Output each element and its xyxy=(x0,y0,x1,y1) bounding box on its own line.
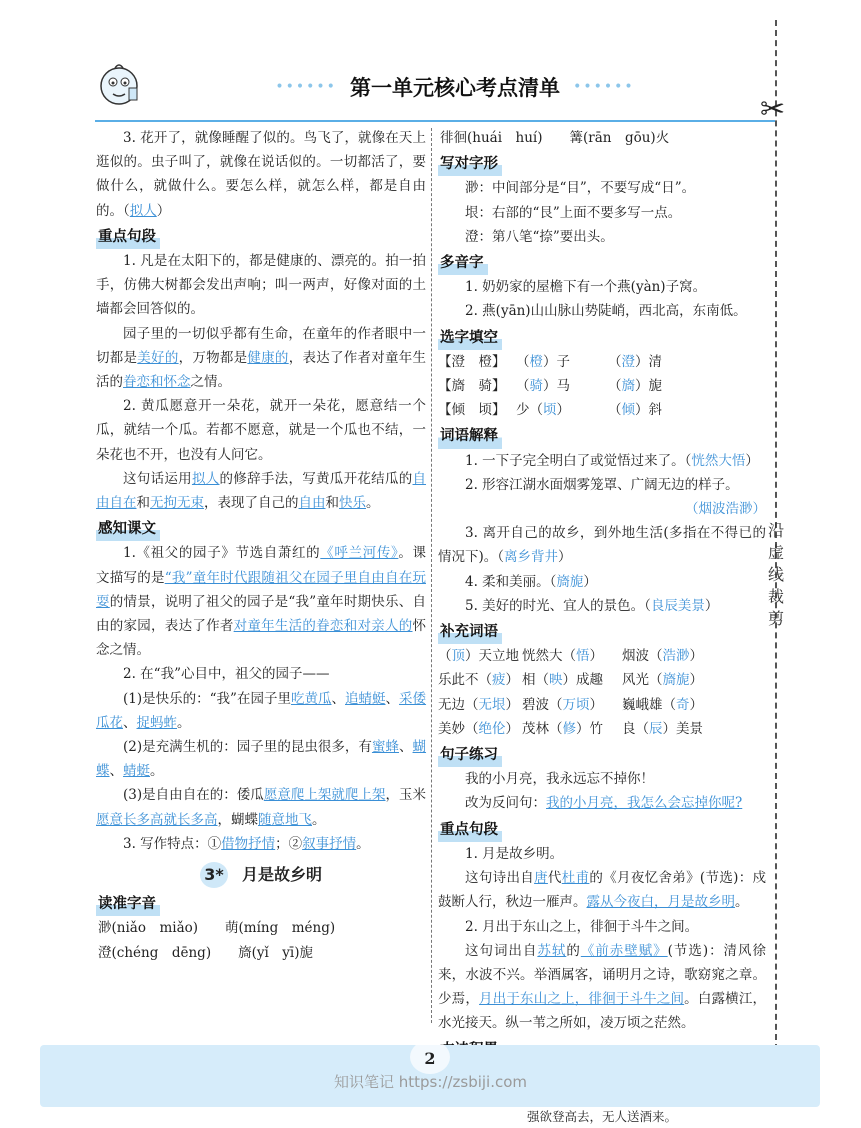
text: 的修辞手法，写黄瓜开花结瓜的 xyxy=(219,470,413,487)
intro-paragraph xyxy=(96,126,426,223)
choose-answer: 顷 xyxy=(543,402,557,419)
supplement-cell xyxy=(522,717,622,741)
supplement-cell xyxy=(522,644,622,668)
answer: 恍然大悟 xyxy=(691,452,746,469)
answer: 蝴蝶 xyxy=(96,739,427,780)
choose-text: ）马 xyxy=(543,378,570,395)
text: 3. 写作特点：① xyxy=(123,835,222,852)
choose-text: ）子 xyxy=(543,353,570,370)
answer: 离乡背井 xyxy=(504,549,559,566)
key-sentence-2-analysis xyxy=(96,467,426,515)
choose-text: （ xyxy=(608,378,622,395)
answer: 露从今夜白，月是故乡明 xyxy=(586,894,735,911)
supplement-text: 碧波（ xyxy=(522,696,563,713)
page-title: 第一单元核心考点清单 xyxy=(350,76,560,100)
text: ） xyxy=(704,597,719,614)
supplement-cell xyxy=(438,644,522,668)
text: ） xyxy=(558,549,572,566)
supplement-answer: 奇 xyxy=(676,696,690,713)
pinyin-row-1: 渺(niǎo miǎo) 萌(míng méng) xyxy=(98,920,336,937)
text: 1. 一下子完全明白了或觉悟过来了。（ xyxy=(465,452,692,469)
answer: 我的小月亮，我怎么会忘掉你呢? xyxy=(546,795,743,812)
answer: 良辰美景 xyxy=(650,597,705,614)
supplement-answer: 辰 xyxy=(649,720,663,737)
text: 这句话运用 xyxy=(123,470,192,487)
shape-2: 垠：右部的“艮”上面不要多写一点。 xyxy=(465,204,682,221)
choose-cell xyxy=(516,350,608,374)
supplement-text: 乐此不（ xyxy=(438,672,492,689)
lesson-heading xyxy=(96,862,426,888)
choose-text: （ xyxy=(608,402,622,419)
text: 和 xyxy=(325,495,339,512)
supplement-row xyxy=(438,693,766,717)
answer: 《呼兰河传》 xyxy=(320,545,399,562)
supplement-row xyxy=(438,668,766,692)
lesson-title: 月是故乡明 xyxy=(241,865,322,885)
answer: （烟波浩渺） xyxy=(685,501,766,518)
choose-text: 少（ xyxy=(516,402,543,419)
answer: 健康的 xyxy=(247,349,289,366)
text: 、 xyxy=(385,690,400,707)
answer: 杜甫 xyxy=(561,870,590,887)
choose-text: （ xyxy=(516,378,530,395)
supplement-text: 美妙（ xyxy=(438,720,479,737)
sentence-2 xyxy=(438,791,766,815)
text: 这句词出自 xyxy=(465,942,538,959)
text: 这句诗出自 xyxy=(465,870,535,887)
choose-text: （ xyxy=(608,353,622,370)
answer: 叙事抒情 xyxy=(302,835,357,852)
polyphonic-2: 2. 燕(yān)山山脉山势陡峭，西北高，东南低。 xyxy=(465,303,747,320)
title-dots-right: •••••• xyxy=(573,79,635,95)
choose-text: ）清 xyxy=(635,353,662,370)
page-header xyxy=(95,60,775,122)
supplement-cell xyxy=(622,717,732,741)
supplement-answer: 悟 xyxy=(576,648,590,665)
text: ，表现了自己的 xyxy=(204,495,299,512)
choose-cell xyxy=(516,398,608,422)
answer: 拟人 xyxy=(191,470,220,487)
text: 的《月夜忆舍弟》(节选)：戍鼓断人行，秋边一雁声。 xyxy=(438,870,767,911)
scissors-icon: ✂ xyxy=(760,92,786,127)
answer: 随意地飞 xyxy=(258,811,312,828)
choose-answer: 倾 xyxy=(621,402,635,419)
supplement-text: 良（ xyxy=(622,720,649,737)
choose-cell xyxy=(438,398,516,422)
answer: 美好的 xyxy=(137,349,179,366)
text: (2)是充满生机的：园子里的昆虫很多，有 xyxy=(123,739,372,756)
key2-2: 2. 月出于东山之上，徘徊于斗牛之间。 xyxy=(465,918,699,935)
supplement-text: ） xyxy=(505,720,519,737)
supplement-text: 风光（ xyxy=(622,672,663,689)
title-dots-left: •••••• xyxy=(275,79,337,95)
text: 3. 离开自己的故乡，到外地生活(多指在不得已的情况下)。（ xyxy=(438,525,766,566)
choose-row xyxy=(438,374,766,398)
key-sentence-1-analysis xyxy=(96,322,426,395)
supplement-text: ） xyxy=(689,648,703,665)
pinyin-row-2: 澄(chéng dēng) 旖(yǐ yī)旎 xyxy=(98,944,314,961)
word-5 xyxy=(438,594,766,618)
choose-text: （ xyxy=(516,353,530,370)
choose-cell xyxy=(608,374,698,398)
supplement-answer: 万顷 xyxy=(562,696,590,713)
supplement-cell xyxy=(622,693,732,717)
answer: “我”童年时代跟随祖父在园子里自由自在玩耍 xyxy=(96,569,426,610)
choose-cell xyxy=(438,374,516,398)
left-column xyxy=(96,126,426,965)
text: 、 xyxy=(331,690,345,707)
answer: 快乐 xyxy=(339,495,366,512)
supplement-answer: 浩渺 xyxy=(662,648,690,665)
key2-2-analysis xyxy=(438,939,766,1036)
answer: 捉蚂蚱 xyxy=(136,714,177,731)
supplement-cell xyxy=(438,717,522,741)
header-rule xyxy=(95,120,775,122)
choose-answer: 澄 xyxy=(621,353,635,370)
text: ，蝴蝶 xyxy=(217,811,258,828)
text: 、 xyxy=(109,763,123,780)
right-column xyxy=(438,126,766,1128)
answer: 《前赤壁赋》 xyxy=(580,942,668,959)
section-heading-choose: 选字填空 xyxy=(438,326,502,350)
text: 之情。 xyxy=(190,374,231,391)
answer: 对童年生活的眷恋和对亲人的 xyxy=(233,618,413,635)
supplement-text: 无边（ xyxy=(438,696,479,713)
perceive-2-1 xyxy=(96,687,426,735)
sentence-1: 我的小月亮，我永远忘不掉你！ xyxy=(465,771,654,788)
answer: 追蜻蜓 xyxy=(345,690,386,707)
text: ，玉米 xyxy=(385,787,427,804)
perceive-2-3 xyxy=(96,783,426,831)
section-heading-polyphonic: 多音字 xyxy=(438,251,488,275)
word-4 xyxy=(438,570,766,594)
word-1 xyxy=(438,449,766,473)
answer: 自由自在 xyxy=(96,470,427,512)
text: 。 xyxy=(312,811,326,828)
supplement-answer: 旖旎 xyxy=(662,672,690,689)
pinyin-row-3: 徘徊(huái huí) 篝(rān gōu)火 xyxy=(440,130,670,146)
section-heading-shape: 写对字形 xyxy=(438,152,502,176)
text: ，万物都是 xyxy=(178,349,248,366)
text: (3)是自由自在的：倭瓜 xyxy=(123,787,264,804)
text: 改为反问句： xyxy=(465,795,546,812)
polyphonic-1: 1. 奶奶家的屋檐下有一个燕(yàn)子窝。 xyxy=(465,279,707,296)
text: (节选)：清风徐来，水波不兴。举酒属客，诵明月之诗，歌窈窕之章。少焉， xyxy=(438,942,767,1008)
choose-cell xyxy=(438,350,516,374)
supplement-text: ）天立地 xyxy=(465,648,519,665)
supplement-answer: 修 xyxy=(562,720,576,737)
supplement-text: ） xyxy=(689,696,703,713)
supplement-cell xyxy=(438,693,522,717)
supplement-text: ） xyxy=(589,648,603,665)
section-heading-words: 词语解释 xyxy=(438,424,502,448)
text: 1.《祖父的园子》节选自萧红的 xyxy=(123,545,321,562)
answer: 愿意长多高就长多高 xyxy=(96,811,218,828)
answer: 月出于东山之上，徘徊于斗牛之间 xyxy=(479,991,685,1008)
answer: 苏轼 xyxy=(537,942,567,959)
text: 。 xyxy=(356,835,370,852)
choose-text: ） xyxy=(556,402,570,419)
perceive-2: 2. 在“我”心目中，祖父的园子—— xyxy=(123,666,330,683)
choose-cell xyxy=(516,374,608,398)
supplement-answer: 顶 xyxy=(451,648,465,665)
answer: 旖旎 xyxy=(556,573,584,590)
supplement-answer: 映 xyxy=(549,672,563,689)
supplement-cell xyxy=(522,668,622,692)
supplement-row xyxy=(438,644,766,668)
answer: 眷恋和怀念 xyxy=(123,374,191,391)
word-3 xyxy=(438,521,766,569)
supplement-text: 巍峨雄（ xyxy=(622,696,676,713)
watermark-text: 知识笔记 https://zsbiji.com xyxy=(333,1073,528,1091)
supplement-cell xyxy=(438,668,522,692)
text: 5. 美好的时光、宜人的景色。（ xyxy=(465,597,651,614)
choose-row xyxy=(438,350,766,374)
supplement-text: 烟波（ xyxy=(622,648,663,665)
text: ） xyxy=(583,573,597,590)
supplement-text: （ xyxy=(438,648,452,665)
supplement-answer: 绝伦 xyxy=(478,720,506,737)
intro-answer: 拟人 xyxy=(129,202,157,219)
text: (1)是快乐的：“我”在园子里 xyxy=(123,690,291,707)
choose-row xyxy=(438,398,766,422)
text: ，表达了作者对童年生活的 xyxy=(96,349,427,391)
supplement-cell xyxy=(622,644,732,668)
supplement-text: ）竹 xyxy=(576,720,603,737)
perceive-3 xyxy=(96,832,426,856)
page-number: 2 xyxy=(424,1049,436,1068)
choose-text: ）斜 xyxy=(635,402,662,419)
mascot-icon xyxy=(95,60,145,110)
supplement-text: ） xyxy=(505,672,519,689)
poem-line-1: 强欲登高去，无人送酒来。 xyxy=(526,1108,677,1124)
perceive-2-2 xyxy=(96,735,426,783)
supplement-text: ） xyxy=(505,696,519,713)
text: 。 xyxy=(735,894,749,911)
text: 怀念之情。 xyxy=(96,618,427,659)
section-heading-sentence: 句子练习 xyxy=(438,743,502,767)
text: 、 xyxy=(123,714,137,731)
supplement-text: ）成趣 xyxy=(562,672,603,689)
choose-text: 【旖 骑】 xyxy=(438,378,506,395)
supplement-text: ） xyxy=(589,696,603,713)
choose-answer: 旖 xyxy=(621,378,635,395)
intro-text: 3. 花开了，就像睡醒了似的。鸟飞了，就像在天上逛似的。虫子叫了，就像在说话似的。一切都活了，要做什么，就做什么。要怎么样，就怎么样，都是自由的。（ xyxy=(96,130,426,219)
supplement-answer: 疲 xyxy=(492,672,506,689)
supplement-cell xyxy=(622,668,732,692)
text: 。 xyxy=(177,714,191,731)
supplement-text: 相（ xyxy=(522,672,549,689)
answer: 唐 xyxy=(534,870,548,887)
answer: 蜜蜂 xyxy=(371,739,399,756)
answer: 自由 xyxy=(298,495,326,512)
supplement-answer: 无垠 xyxy=(478,696,506,713)
cut-instruction: 沿虚线裁剪 xyxy=(767,521,784,628)
choose-cell xyxy=(608,398,698,422)
supplement-text: 茂林（ xyxy=(522,720,563,737)
text: 。课文描写的是 xyxy=(96,545,427,586)
answer: 蜻蜓 xyxy=(123,763,150,780)
supplement-text: 恍然大（ xyxy=(522,648,576,665)
section-heading-key2: 重点句段 xyxy=(438,818,502,842)
answer: 无拘无束 xyxy=(150,495,204,512)
supplement-text: ）美景 xyxy=(662,720,703,737)
choose-answer: 橙 xyxy=(529,353,543,370)
text: 4. 柔和美丽。（ xyxy=(465,573,557,590)
key-sentence-1: 1. 凡是在太阳下的，都是健康的、漂亮的。拍一拍手，仿佛大树都会发出声响；叫一两声，好像对面的土墙都会回答似的。 xyxy=(96,253,426,318)
text: 、 xyxy=(399,739,413,756)
choose-answer: 骑 xyxy=(529,378,543,395)
text: 的 xyxy=(566,942,581,959)
word-2-answer-line xyxy=(438,497,766,521)
supplement-list xyxy=(438,644,766,741)
text: 代 xyxy=(547,870,562,887)
answer: 借物抒情 xyxy=(221,835,276,852)
answer: 采倭瓜花 xyxy=(96,690,427,731)
choose-text: 【倾 顷】 xyxy=(438,402,506,419)
key2-1-analysis xyxy=(438,866,766,914)
text: 。 xyxy=(150,763,164,780)
text: 和 xyxy=(136,495,150,512)
choose-text: 【澄 橙】 xyxy=(438,353,506,370)
title-bar xyxy=(255,72,655,102)
shape-3: 澄：第八笔“捺”要出头。 xyxy=(465,228,614,245)
choose-text: ）旎 xyxy=(635,378,662,395)
answer: 愿意爬上架就爬上架 xyxy=(263,787,386,804)
intro-end: ） xyxy=(156,202,171,219)
text: 的情景，说明了祖父的园子是“我”童年时期快乐、自由的家园，表达了作者 xyxy=(96,593,427,635)
word-2: 2. 形容江湖水面烟雾笼罩、广阔无边的样子。 xyxy=(465,476,739,493)
section-heading-supplement: 补充词语 xyxy=(438,620,502,644)
column-divider xyxy=(431,128,432,1023)
section-heading-read: 读准字音 xyxy=(96,892,160,916)
supplement-row xyxy=(438,717,766,741)
choose-list xyxy=(438,350,766,423)
text: ；② xyxy=(275,835,303,852)
section-heading-perceive: 感知课文 xyxy=(96,517,160,541)
supplement-cell xyxy=(522,693,622,717)
choose-cell xyxy=(608,350,698,374)
text: 园子里的一切似乎都有生命，在童年的作者眼中一切都是 xyxy=(96,325,426,366)
shape-1: 渺：中间部分是“目”，不要写成“日”。 xyxy=(465,180,696,197)
text: 。白露横江，水光接天。纵一苇之所如，凌万顷之茫然。 xyxy=(438,991,767,1032)
section-heading-key-sentences: 重点句段 xyxy=(96,225,160,249)
key2-1: 1. 月是故乡明。 xyxy=(465,845,564,862)
perceive-1 xyxy=(96,541,426,662)
answer: 吃黄瓜 xyxy=(290,690,332,707)
lesson-number: 3* xyxy=(200,862,228,888)
supplement-text: ） xyxy=(689,672,703,689)
text: 。 xyxy=(366,495,380,512)
text: ） xyxy=(745,452,759,469)
key-sentence-2: 2. 黄瓜愿意开一朵花，就开一朵花，愿意结一个瓜，就结一个瓜。若都不愿意，就是一个瓜也不结，一朵花也不开，也没有人问它。 xyxy=(96,398,426,463)
